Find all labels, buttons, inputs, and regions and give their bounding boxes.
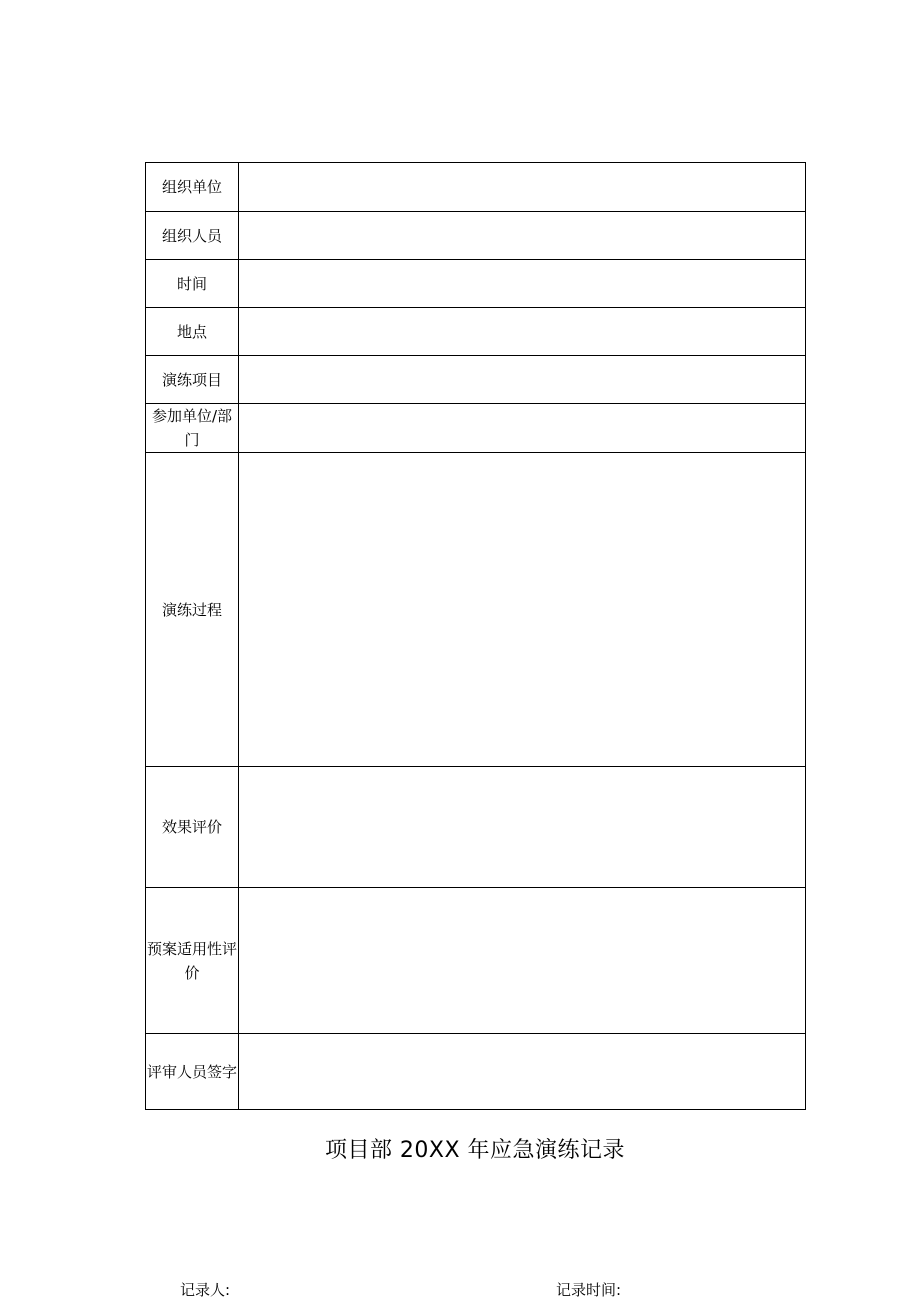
table-row	[146, 212, 806, 260]
location-label: 地点	[146, 308, 239, 356]
table-row	[146, 767, 806, 888]
table-row	[146, 888, 806, 1034]
effect-evaluation-field[interactable]	[239, 767, 806, 888]
organizers-field[interactable]	[239, 212, 806, 260]
plan-applicability-field[interactable]	[239, 888, 806, 1034]
table-row	[146, 163, 806, 212]
organizing-unit-field[interactable]	[239, 163, 806, 212]
reviewer-signature-label: 评审人员签字	[146, 1034, 239, 1110]
record-time-label: 记录时间:	[556, 1281, 622, 1299]
organizers-label: 组织人员	[146, 212, 239, 260]
drill-item-field[interactable]	[239, 356, 806, 404]
table-row	[146, 404, 806, 453]
location-field[interactable]	[239, 308, 806, 356]
recorder-label: 记录人:	[180, 1281, 231, 1299]
organizing-unit-label: 组织单位	[146, 163, 239, 212]
time-label: 时间	[146, 260, 239, 308]
participating-units-field[interactable]	[239, 404, 806, 453]
plan-applicability-label: 预案适用性评价	[146, 888, 239, 1034]
table-row	[146, 453, 806, 767]
drill-item-label: 演练项目	[146, 356, 239, 404]
drill-record-table	[145, 162, 806, 1110]
reviewer-signature-field[interactable]	[239, 1034, 806, 1110]
table-row	[146, 1034, 806, 1110]
drill-process-field[interactable]	[239, 453, 806, 767]
drill-process-label: 演练过程	[146, 453, 239, 767]
table-row	[146, 356, 806, 404]
document-title: 项目部 20XX 年应急演练记录	[324, 1138, 626, 1163]
table-row	[146, 260, 806, 308]
table-row	[146, 308, 806, 356]
time-field[interactable]	[239, 260, 806, 308]
participating-units-label: 参加单位/部门	[146, 404, 239, 453]
effect-evaluation-label: 效果评价	[146, 767, 239, 888]
